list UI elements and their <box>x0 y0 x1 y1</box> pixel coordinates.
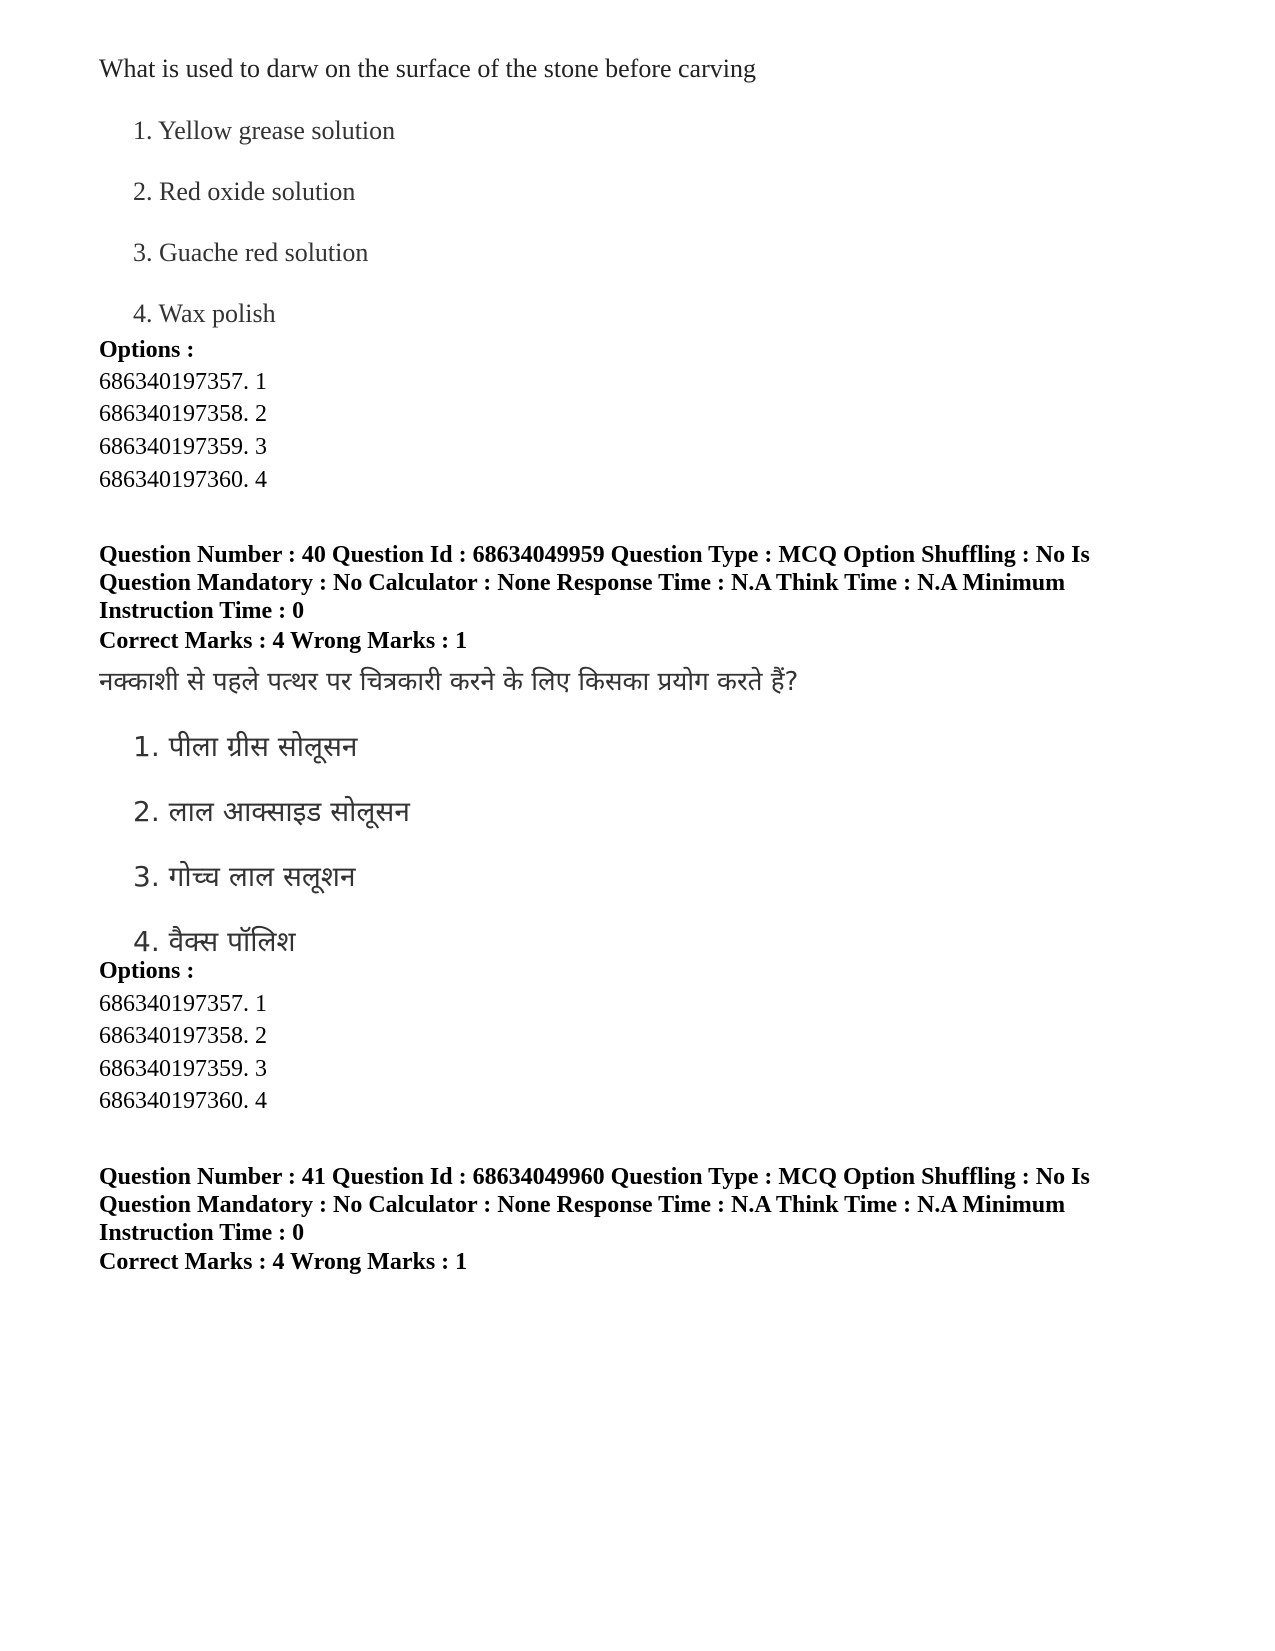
meta-line: Question Mandatory : No Calculator : None Response Time : N.A Think Time : N.A Minimum <box>99 570 1066 596</box>
meta-line: Question Number : 41 Question Id : 68634049960 Question Type : MCQ Option Shuffling : No Is <box>99 1164 1090 1190</box>
meta-line: Instruction Time : 0 <box>99 598 305 624</box>
answer-choice: 1. पीला ग्रीस सोलूसन <box>133 730 358 763</box>
meta-line: Question Mandatory : No Calculator : None Response Time : N.A Think Time : N.A Minimum <box>99 1192 1066 1218</box>
option-row: 686340197360. 4 <box>99 1088 267 1114</box>
answer-choice: 3. गोच्च लाल सलूशन <box>133 860 356 893</box>
meta-line: Instruction Time : 0 <box>99 1220 305 1246</box>
marks-line: Correct Marks : 4 Wrong Marks : 1 <box>99 1249 468 1275</box>
option-row: 686340197357. 1 <box>99 369 267 395</box>
answer-choice: 2. Red oxide solution <box>133 177 356 206</box>
question-meta <box>99 541 1179 625</box>
option-row: 686340197359. 3 <box>99 434 267 460</box>
answer-choice: 2. लाल आक्साइड सोलूसन <box>133 795 410 828</box>
option-row: 686340197360. 4 <box>99 467 267 493</box>
option-row: 686340197358. 2 <box>99 401 267 427</box>
option-row: 686340197358. 2 <box>99 1023 267 1049</box>
answer-choice: 3. Guache red solution <box>133 238 369 267</box>
answer-choice: 4. वैक्स पॉलिश <box>133 925 296 958</box>
marks-line: Correct Marks : 4 Wrong Marks : 1 <box>99 628 468 654</box>
options-label: Options : <box>99 958 195 984</box>
question-text: नक्काशी से पहले पत्थर पर चित्रकारी करने के लिए किसका प्रयोग करते हैं? <box>99 667 799 697</box>
question-text: What is used to darw on the surface of the stone before carving <box>99 54 756 83</box>
option-row: 686340197357. 1 <box>99 991 267 1017</box>
options-label: Options : <box>99 337 195 363</box>
answer-choice: 1. Yellow grease solution <box>133 116 396 145</box>
meta-line: Question Number : 40 Question Id : 68634049959 Question Type : MCQ Option Shuffling : No Is <box>99 542 1090 568</box>
question-meta <box>99 1163 1179 1247</box>
answer-choice: 4. Wax polish <box>133 299 276 328</box>
option-row: 686340197359. 3 <box>99 1056 267 1082</box>
